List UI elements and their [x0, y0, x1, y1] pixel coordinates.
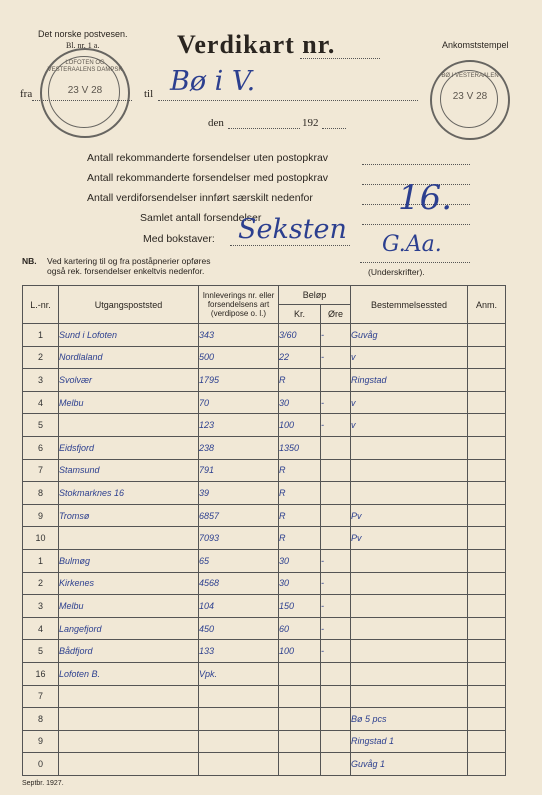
- page-title: Verdikart nr.: [177, 30, 336, 59]
- row-ore: -: [321, 595, 351, 618]
- row-origin: Bådfjord: [59, 640, 199, 663]
- row-number: 7: [23, 459, 59, 482]
- row-dest: Pv: [351, 527, 468, 550]
- footer-date: Septbr. 1927.: [22, 780, 64, 787]
- row-anm: [468, 436, 506, 459]
- row-innlev: 500: [199, 346, 279, 369]
- signature: G.Aa.: [382, 232, 442, 257]
- count-line-1: Antall rekommanderte forsendelser uten postopkrav: [87, 152, 329, 164]
- year-label: 192: [302, 117, 319, 129]
- row-origin: Tromsø: [59, 504, 199, 527]
- row-dest: Guvåg: [351, 324, 468, 347]
- row-dest: Ringstad 1: [351, 730, 468, 753]
- title-dots: [300, 58, 380, 59]
- row-ore: [321, 482, 351, 505]
- count-dots-5: [230, 245, 350, 246]
- row-anm: [468, 685, 506, 708]
- row-innlev: 133: [199, 640, 279, 663]
- row-kr: 22: [279, 346, 321, 369]
- row-kr: R: [279, 482, 321, 505]
- count-line-4: Samlet antall forsendelser: [140, 212, 262, 224]
- org-name: Det norske postvesen.: [38, 29, 128, 39]
- row-innlev: [199, 685, 279, 708]
- row-number: 3: [23, 595, 59, 618]
- row-anm: [468, 662, 506, 685]
- row-innlev: 450: [199, 617, 279, 640]
- row-kr: R: [279, 527, 321, 550]
- row-dest: v: [351, 391, 468, 414]
- row-innlev: [199, 708, 279, 731]
- row-anm: [468, 504, 506, 527]
- table-row: [23, 685, 506, 708]
- fra-dots: [32, 100, 132, 101]
- row-anm: [468, 391, 506, 414]
- row-origin: Stamsund: [59, 459, 199, 482]
- row-anm: [468, 549, 506, 572]
- row-ore: [321, 708, 351, 731]
- til-dots: [158, 100, 418, 101]
- row-number: 10: [23, 527, 59, 550]
- row-kr: R: [279, 369, 321, 392]
- row-anm: [468, 617, 506, 640]
- table-row: [23, 527, 506, 550]
- row-number: 4: [23, 617, 59, 640]
- row-dest: [351, 640, 468, 663]
- row-ore: [321, 730, 351, 753]
- row-kr: 1350: [279, 436, 321, 459]
- row-anm: [468, 708, 506, 731]
- total-words: Seksten: [238, 214, 347, 245]
- row-origin: Stokmarknes 16: [59, 482, 199, 505]
- table-row: [23, 504, 506, 527]
- row-ore: -: [321, 640, 351, 663]
- row-ore: -: [321, 324, 351, 347]
- row-dest: [351, 549, 468, 572]
- row-innlev: 104: [199, 595, 279, 618]
- row-origin: [59, 414, 199, 437]
- row-kr: 3/60: [279, 324, 321, 347]
- signature-dots: [360, 262, 470, 263]
- row-innlev: 39: [199, 482, 279, 505]
- row-dest: [351, 482, 468, 505]
- row-dest: [351, 685, 468, 708]
- row-kr: 150: [279, 595, 321, 618]
- row-ore: [321, 662, 351, 685]
- row-innlev: 1795: [199, 369, 279, 392]
- table-row: [23, 436, 506, 459]
- header-kr: Kr.: [279, 305, 321, 324]
- arrival-postmark-date: 23 V 28: [452, 91, 488, 102]
- items-table: [22, 285, 506, 776]
- row-number: 8: [23, 482, 59, 505]
- row-number: 6: [23, 436, 59, 459]
- header-innlev: Innleverings nr. eller forsendelsens art (verdipose o. l.): [199, 286, 279, 324]
- fra-label: fra: [20, 88, 33, 100]
- row-origin: Langefjord: [59, 617, 199, 640]
- row-kr: [279, 730, 321, 753]
- row-anm: [468, 753, 506, 776]
- row-anm: [468, 414, 506, 437]
- nb-label: NB.: [22, 256, 37, 266]
- row-kr: 30: [279, 549, 321, 572]
- row-dest: Guvåg 1: [351, 753, 468, 776]
- count-line-5: Med bokstaver:: [143, 233, 215, 245]
- table-row: [23, 708, 506, 731]
- row-number: 8: [23, 708, 59, 731]
- row-dest: [351, 662, 468, 685]
- row-anm: [468, 324, 506, 347]
- row-number: 16: [23, 662, 59, 685]
- nb-text-1: Ved kartering til og fra poståpnerier opføres: [47, 256, 211, 266]
- row-origin: Eidsfjord: [59, 436, 199, 459]
- table-row: [23, 640, 506, 663]
- row-anm: [468, 730, 506, 753]
- row-kr: [279, 685, 321, 708]
- row-ore: [321, 369, 351, 392]
- count-dots-1: [362, 164, 470, 165]
- row-number: 2: [23, 346, 59, 369]
- row-anm: [468, 595, 506, 618]
- header-lnr: L.-nr.: [23, 286, 59, 324]
- row-dest: v: [351, 414, 468, 437]
- row-origin: Lofoten B.: [59, 662, 199, 685]
- row-kr: 30: [279, 391, 321, 414]
- row-origin: Kirkenes: [59, 572, 199, 595]
- row-number: 7: [23, 685, 59, 708]
- table-row: [23, 414, 506, 437]
- nb-text-2: også rek. forsendelser enkeltvis nedenfor.: [47, 266, 205, 276]
- til-label: til: [144, 88, 154, 100]
- origin-postmark-date: 23 V 28: [67, 85, 103, 96]
- row-dest: Bø 5 pcs: [351, 708, 468, 731]
- row-anm: [468, 459, 506, 482]
- row-ore: -: [321, 572, 351, 595]
- row-anm: [468, 640, 506, 663]
- signatures-label: (Underskrifter).: [368, 267, 425, 277]
- year-dots: [322, 128, 346, 129]
- header-dest: Bestemmelsessted: [351, 286, 468, 324]
- row-number: 0: [23, 753, 59, 776]
- row-kr: [279, 662, 321, 685]
- origin-postmark: [40, 48, 130, 138]
- row-number: 9: [23, 504, 59, 527]
- row-innlev: 343: [199, 324, 279, 347]
- row-kr: R: [279, 459, 321, 482]
- row-anm: [468, 346, 506, 369]
- row-origin: [59, 685, 199, 708]
- den-label: den: [208, 117, 224, 129]
- row-kr: 100: [279, 640, 321, 663]
- row-innlev: 7093: [199, 527, 279, 550]
- table-row: [23, 324, 506, 347]
- row-innlev: 65: [199, 549, 279, 572]
- row-origin: [59, 730, 199, 753]
- row-origin: Sund i Lofoten: [59, 324, 199, 347]
- row-dest: [351, 572, 468, 595]
- row-innlev: 123: [199, 414, 279, 437]
- row-dest: [351, 436, 468, 459]
- header-origin: Utgangspoststed: [59, 286, 199, 324]
- row-number: 1: [23, 549, 59, 572]
- row-innlev: 70: [199, 391, 279, 414]
- origin-postmark-text: LOFOTEN OG VESTERAALENS DAMPSK: [47, 60, 123, 73]
- row-innlev: 4568: [199, 572, 279, 595]
- row-ore: -: [321, 391, 351, 414]
- row-ore: [321, 504, 351, 527]
- row-innlev: 6857: [199, 504, 279, 527]
- total-value: 16.: [398, 178, 453, 218]
- table-row: [23, 391, 506, 414]
- count-dots-4: [362, 224, 470, 225]
- row-origin: Svolvær: [59, 369, 199, 392]
- row-dest: Pv: [351, 504, 468, 527]
- row-dest: Ringstad: [351, 369, 468, 392]
- row-innlev: Vpk.: [199, 662, 279, 685]
- table-row: [23, 662, 506, 685]
- count-line-2: Antall rekommanderte forsendelser med postopkrav: [87, 172, 329, 184]
- form-code: Bl. nr. 1 a.: [66, 41, 100, 50]
- row-ore: [321, 527, 351, 550]
- row-innlev: 238: [199, 436, 279, 459]
- row-kr: 100: [279, 414, 321, 437]
- row-anm: [468, 527, 506, 550]
- row-innlev: 791: [199, 459, 279, 482]
- table-row: [23, 369, 506, 392]
- row-innlev: [199, 753, 279, 776]
- til-value: Bø i V.: [170, 66, 256, 97]
- header-ore: Øre: [321, 305, 351, 324]
- row-origin: Melbu: [59, 595, 199, 618]
- row-anm: [468, 369, 506, 392]
- row-dest: [351, 459, 468, 482]
- row-number: 4: [23, 391, 59, 414]
- arrival-stamp-label: Ankomststempel: [442, 40, 509, 50]
- arrival-postmark-text: BØ I VESTERAALEN: [441, 73, 499, 79]
- row-ore: -: [321, 549, 351, 572]
- header-belop: Beløp: [279, 286, 351, 305]
- table-row: [23, 730, 506, 753]
- row-ore: -: [321, 414, 351, 437]
- row-dest: [351, 595, 468, 618]
- table-row: [23, 549, 506, 572]
- row-ore: -: [321, 617, 351, 640]
- row-ore: [321, 459, 351, 482]
- row-ore: [321, 685, 351, 708]
- row-kr: [279, 753, 321, 776]
- table-row: [23, 572, 506, 595]
- row-origin: [59, 708, 199, 731]
- row-kr: R: [279, 504, 321, 527]
- table-row: [23, 459, 506, 482]
- count-line-3: Antall verdiforsendelser innført særskilt nedenfor: [87, 192, 313, 204]
- row-origin: [59, 527, 199, 550]
- row-ore: -: [321, 346, 351, 369]
- row-number: 9: [23, 730, 59, 753]
- row-origin: Melbu: [59, 391, 199, 414]
- table-row: [23, 346, 506, 369]
- row-anm: [468, 482, 506, 505]
- row-ore: [321, 436, 351, 459]
- table-row: [23, 617, 506, 640]
- row-innlev: [199, 730, 279, 753]
- table-row: [23, 482, 506, 505]
- row-ore: [321, 753, 351, 776]
- arrival-postmark: [430, 60, 510, 140]
- row-origin: Bulmøg: [59, 549, 199, 572]
- row-origin: Nordlaland: [59, 346, 199, 369]
- row-kr: 30: [279, 572, 321, 595]
- row-kr: [279, 708, 321, 731]
- row-anm: [468, 572, 506, 595]
- header-anm: Anm.: [468, 286, 506, 324]
- row-number: 5: [23, 414, 59, 437]
- row-dest: [351, 617, 468, 640]
- row-kr: 60: [279, 617, 321, 640]
- den-dots: [228, 128, 300, 129]
- row-dest: v: [351, 346, 468, 369]
- row-number: 1: [23, 324, 59, 347]
- table-row: [23, 753, 506, 776]
- row-origin: [59, 753, 199, 776]
- row-number: 5: [23, 640, 59, 663]
- row-number: 3: [23, 369, 59, 392]
- row-number: 2: [23, 572, 59, 595]
- table-row: [23, 595, 506, 618]
